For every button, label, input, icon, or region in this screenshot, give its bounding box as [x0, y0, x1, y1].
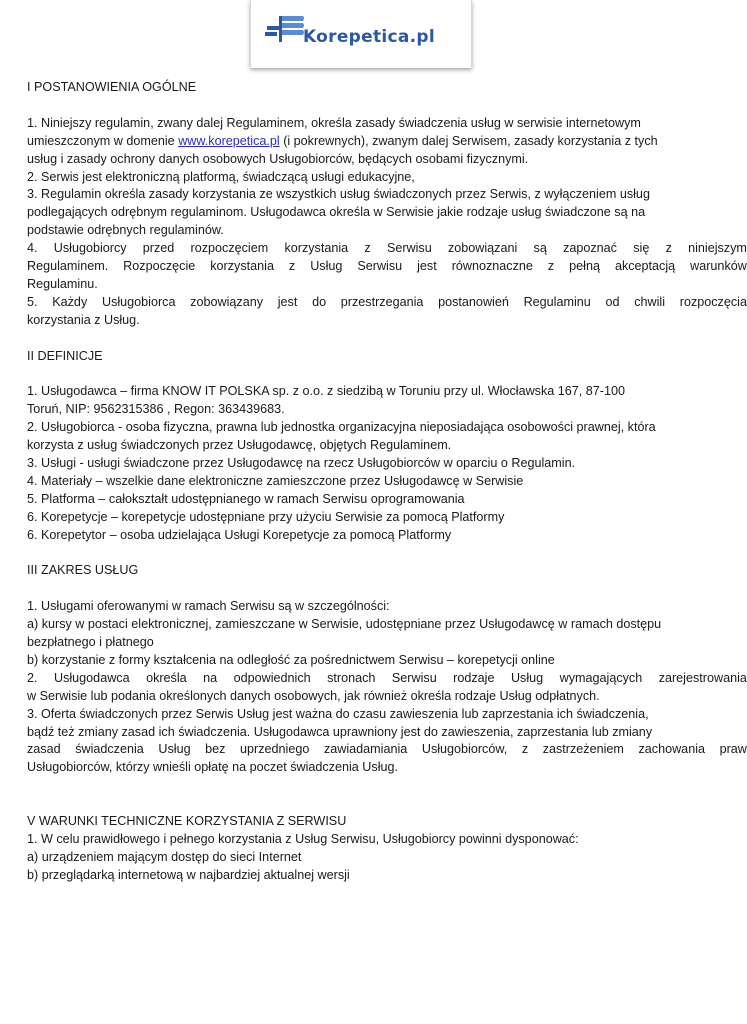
word: Serwisu — [391, 670, 437, 685]
text-line: korzystania z Usług. — [27, 312, 140, 327]
text-line: a) kursy w postaci elektronicznej, zamieszczane w Serwisie, udostępniane przez Usługodawcę w ramach dostępu — [27, 617, 662, 632]
text-line-justified — [27, 240, 747, 258]
word: zobowiązani — [447, 241, 518, 256]
text-line: b) przeglądarką internetową w najbardziej aktualnej wersji — [27, 867, 350, 882]
text-line: 5. Platforma – całokształt udostępnianego w ramach Serwisu oprogramowania — [27, 491, 465, 506]
word: Usług — [158, 742, 191, 757]
word: przestrzegania — [340, 294, 424, 309]
text-line: 1. Niniejszy regulamin, zwany dalej Regulaminem, określa zasady świadczenia usług w serwisie internetowym — [27, 115, 641, 130]
word: zapoznać — [563, 241, 617, 256]
word: zobowiązany — [190, 294, 264, 309]
word: zastrzeżeniem — [542, 742, 624, 757]
word: od — [605, 294, 620, 309]
word: bez — [205, 742, 226, 757]
word: Usług — [310, 259, 343, 274]
text-line: 1. Usługami oferowanymi w ramach Serwisu są w szczególności: — [27, 599, 390, 614]
word: z — [665, 241, 672, 256]
word: Usług — [510, 670, 544, 685]
logo-text: Korepetica.pl — [303, 27, 436, 47]
section-heading: II DEFINICJE — [27, 348, 103, 363]
text-line: 3. Regulamin określa zasady korzystania ze wszystkich usług świadczonych przez Serwis, z wyłączeniem usług — [27, 187, 650, 202]
text-line: 6. Korepetycje – korepetycje udostępniane przy użyciu Serwisie za pomocą Platformy — [27, 509, 505, 524]
word: akceptacją — [614, 259, 676, 274]
word: rozpoczęciem — [190, 241, 269, 256]
text-line: korzysta z usług świadczonych przez Usługodawcę, objętych Regulaminem. — [27, 438, 452, 453]
word: zasad — [27, 742, 61, 757]
word: odpowiednich — [233, 670, 311, 685]
text-line: podlegających odrębnym regulaminom. Usługodawca określa w Serwisie jakie rodzaje usług świadczone są na — [27, 205, 646, 220]
word: Rozpoczęcie — [123, 259, 196, 274]
word: rodzaje — [453, 670, 495, 685]
word: warunków — [690, 259, 747, 274]
text-line: 4. Materiały – wszelkie dane elektroniczne zamieszczone przez Usługodawcę w Serwisie — [27, 473, 524, 488]
word: rozpoczęcia — [679, 294, 747, 309]
text-line: b) korzystanie z formy kształcenia na odległość za pośrednictwem Serwisu – korepetycji online — [27, 652, 555, 667]
word: 2. — [27, 670, 38, 685]
text-line-justified — [27, 294, 747, 312]
text-line-justified — [27, 670, 747, 688]
word: postanowień — [438, 294, 509, 309]
word: stronach — [327, 670, 376, 685]
text-line: 1. Usługodawca – firma KNOW IT POLSKA sp. z o.o. z siedzibą w Toruniu przy ul. Włocławska 167, 87-100 — [27, 384, 625, 399]
logo-books-icon — [265, 12, 305, 46]
regulations-document — [27, 79, 747, 885]
word: Serwisu — [357, 259, 403, 274]
text-line: Toruń, NIP: 9562315386 , Regon: 363439683. — [27, 402, 285, 417]
word: zachowania — [638, 742, 705, 757]
section-heading: III ZAKRES USŁUG — [27, 563, 139, 578]
word: z — [547, 259, 555, 274]
text-line: 2. Usługobiorca - osoba fizyczna, prawna lub jednostka organizacyjna nieposiadająca osobowości prawnej, która — [27, 420, 656, 435]
text-line: w Serwisie lub podania określonych danych osobowych, jak również określa rodzaje Usług odpłatnych. — [27, 688, 600, 703]
word: korzystania — [210, 259, 274, 274]
word: praw — [719, 742, 747, 757]
text-line: bądź też zmiany zasad ich świadczenia. Usługodawca uprawniony jest do zawieszenia, zaprzestania lub zmiany — [27, 724, 653, 739]
word: się — [633, 241, 650, 256]
word: uprzedniego — [240, 742, 310, 757]
logo-card — [250, 0, 472, 68]
text-line: podstawie odrębnych regulaminów. — [27, 223, 224, 238]
word: na — [203, 670, 218, 685]
word: niniejszym — [688, 241, 747, 256]
section-heading: I POSTANOWIENIA OGÓLNE — [27, 80, 197, 94]
text-line: Regulaminu. — [27, 276, 98, 291]
word: korzystania — [284, 241, 349, 256]
text-line: 2. Serwis jest elektroniczną platformą, świadczącą usługi edukacyjne, — [27, 169, 415, 184]
text-line: 6. Korepetytor – osoba udzielająca Usługi Korepetycje za pomocą Platformy — [27, 527, 452, 542]
word: są — [533, 241, 547, 256]
word: określa — [146, 670, 187, 685]
word: z — [364, 241, 371, 256]
word: jest — [417, 259, 437, 274]
word: 5. — [27, 294, 38, 309]
word: Serwisu — [386, 241, 432, 256]
word: Usługodawca — [53, 670, 130, 685]
word: świadczenia — [75, 742, 144, 757]
text-line: 3. Oferta świadczonych przez Serwis Usług jest ważna do czasu zawieszenia lub zaprzestania ich świadczenia, — [27, 706, 649, 721]
section-heading: V WARUNKI TECHNICZNE KORZYSTANIA Z SERWISU — [27, 814, 347, 829]
word: zarejestrowania — [658, 670, 747, 685]
word: do — [312, 294, 327, 309]
word: z — [288, 259, 296, 274]
word: Każdy — [52, 294, 88, 309]
word: Usługobiorcy — [53, 241, 127, 256]
word: chwili — [634, 294, 666, 309]
word: równoznaczne — [451, 259, 533, 274]
text-line-justified — [27, 741, 747, 759]
word: przed — [142, 241, 175, 256]
word: Usługobiorca — [101, 294, 176, 309]
domain-link[interactable]: www.korepetica.pl — [178, 133, 280, 148]
text-line: 3. Usługi - usługi świadczone przez Usługodawcę na rzecz Usługobiorców w oparciu o Regulamin. — [27, 455, 576, 470]
word: Usługobiorców, — [421, 742, 508, 757]
text-line: umieszczonym w domenie www.korepetica.pl (i pokrewnych), zwanym dalej Serwisem, zasady korzystania z tych — [27, 133, 658, 148]
word: wymagających — [559, 670, 643, 685]
word: Regulaminu — [523, 294, 591, 309]
word: zawiadamiania — [323, 742, 408, 757]
text-line-justified — [27, 258, 747, 276]
text-line: 1. W celu prawidłowego i pełnego korzystania z Usług Serwisu, Usługobiorcy powinni dysponować: — [27, 831, 579, 846]
word: Regulaminem. — [27, 259, 109, 274]
text-line: usług i zasady ochrony danych osobowych Usługobiorców, będących osobami fizycznymi. — [27, 151, 529, 166]
text-line: a) urządzeniem mającym dostęp do sieci Internet — [27, 849, 302, 864]
word: pełną — [569, 259, 600, 274]
text-line: Usługobiorców, którzy wnieśli opłatę na poczet świadczenia Usług. — [27, 760, 398, 775]
word: z — [521, 742, 529, 757]
word: 4. — [27, 241, 38, 256]
word: jest — [277, 294, 298, 309]
text-line: bezpłatnego i płatnego — [27, 635, 154, 650]
